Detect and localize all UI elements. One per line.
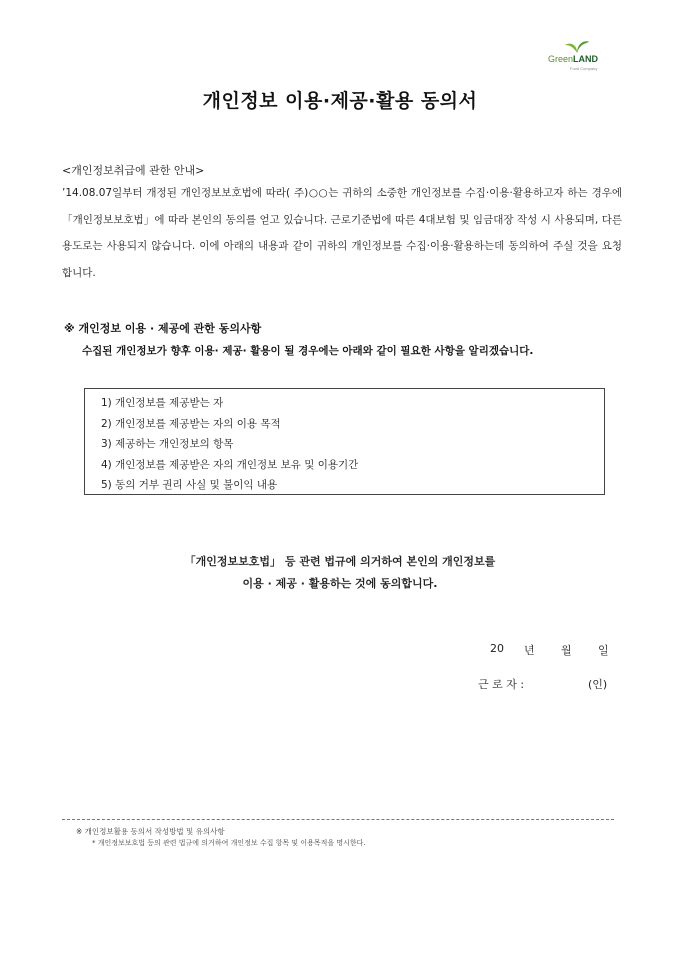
document-title: 개인정보 이용·제공·활용 동의서 bbox=[202, 90, 478, 112]
guide-paragraph-text: ’14.08.07일부터 개정된 개인정보보호법에 따라( 주)○○는 귀하의 소중한 개인정보를 수집·이용·활용하고자 하는 경우에 「개인정보보호법」에 따라 본인의 동의를 얻고 있습니다. 근로기준법에 따른 4대보험 및 임금대장 작성 시 사용되며, 다른 용도로는 사용되지 않습니다. 이에 아래의 내용과 같이 귀하의 개인정보를 수집·이용·활용하는데 동의하여 주실 것을 요청합니다. bbox=[62, 187, 622, 279]
date-month-label: 월 bbox=[561, 644, 572, 657]
footer-divider bbox=[62, 819, 614, 820]
date-year-label: 년 bbox=[524, 644, 535, 657]
guide-paragraph bbox=[62, 180, 622, 286]
consent-items-box bbox=[84, 388, 605, 495]
logo-subtitle: Food Company bbox=[570, 66, 598, 71]
notes-item: * 개인정보보호법 등의 관련 법규에 의거하여 개인정보 수집 항목 및 이용목적을 명시한다. bbox=[92, 839, 366, 847]
agreement-line-2: 이용 · 제공 · 활용하는 것에 동의합니다. bbox=[242, 577, 438, 590]
logo-text-main: Green bbox=[548, 54, 574, 64]
consent-item: 2) 개인정보를 제공받는 자의 이용 목적 bbox=[101, 417, 281, 430]
consent-heading: ※ 개인정보 이용 · 제공에 관한 동의사항 bbox=[64, 322, 262, 335]
notes-heading: ※ 개인정보활용 동의서 작성방법 및 유의사항 bbox=[76, 827, 225, 836]
worker-label: 근 로 자 : bbox=[478, 678, 525, 691]
company-logo bbox=[548, 40, 606, 72]
date-year-prefix: 20 bbox=[490, 642, 504, 655]
consent-description: 수집된 개인정보가 향후 이용· 제공· 활용이 될 경우에는 아래와 같이 필요한 사항을 알리겠습니다. bbox=[82, 345, 534, 357]
agreement-line-1: 「개인정보보호법」 등 관련 법규에 의거하여 본인의 개인정보를 bbox=[184, 555, 496, 568]
logo-text-bold: LAND bbox=[573, 54, 599, 64]
date-day-label: 일 bbox=[598, 644, 609, 657]
consent-item: 3) 제공하는 개인정보의 항목 bbox=[101, 438, 234, 451]
consent-items-list bbox=[85, 389, 604, 496]
guide-heading: <개인정보취급에 관한 안내> bbox=[62, 164, 205, 177]
logo-wordmark bbox=[548, 54, 598, 64]
sprout-icon bbox=[564, 40, 590, 54]
consent-item: 4) 개인정보를 제공받은 자의 개인정보 보유 및 이용기간 bbox=[101, 458, 359, 471]
seal-mark: (인) bbox=[588, 678, 608, 691]
consent-item: 1) 개인정보를 제공받는 자 bbox=[101, 397, 224, 409]
consent-item: 5) 동의 거부 권리 사실 및 불이익 내용 bbox=[101, 479, 278, 492]
